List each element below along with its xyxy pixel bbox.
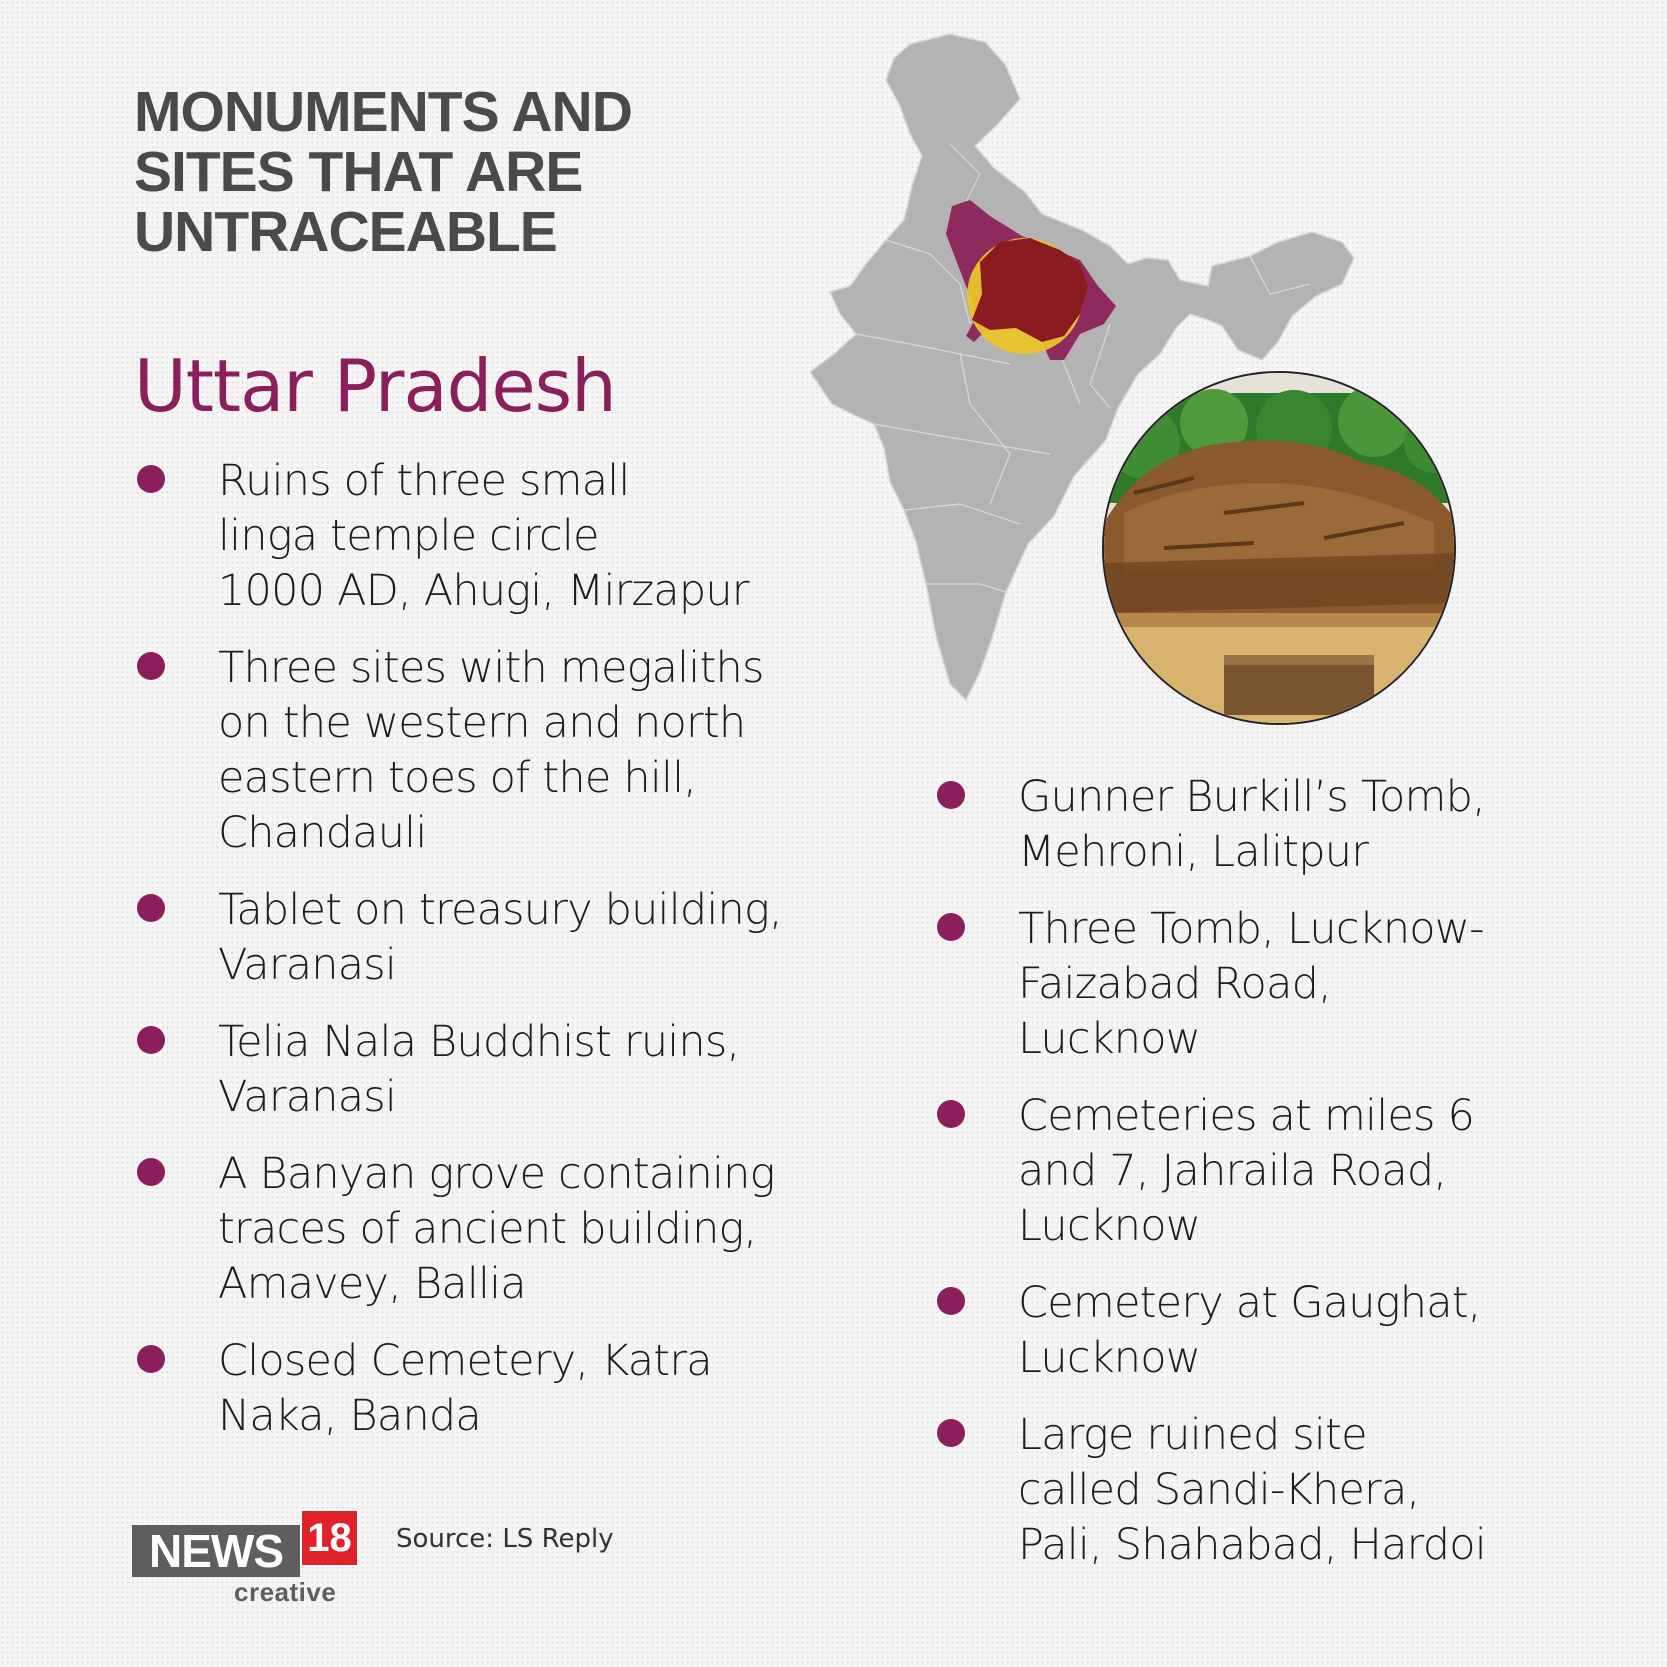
list-item-text: A Banyan grove containing traces of ancient building, Amavey, Ballia [218,1149,775,1309]
list-item-text: Three Tomb, Lucknow- Faizabad Road, Lucknow [1018,904,1484,1064]
list-item [134,1015,834,1125]
list-item-text: Three sites with megaliths on the western and north eastern toes of the hill, Chandauli [218,643,764,858]
logo-subtitle: creative [234,1577,337,1607]
ruined-mound-image [1104,373,1456,725]
bullet-icon [137,1158,165,1186]
bullet-icon [937,1100,965,1128]
left-site-list [134,454,834,1466]
news18-creative-logo [132,1507,357,1607]
bullet-icon [937,1287,965,1315]
bullet-icon [937,1419,965,1447]
right-site-list [934,770,1634,1595]
logo-number: 18 [300,1509,359,1567]
title-line-3: UNTRACEABLE [134,200,557,264]
source-note: Source: LS Reply [396,1524,614,1554]
title-line-2: SITES THAT ARE [134,140,583,204]
bullet-icon [137,1345,165,1373]
logo-news-word: NEWS [132,1525,300,1577]
list-item [134,883,834,993]
list-item [134,1147,834,1312]
bullet-icon [937,913,965,941]
bullet-icon [137,652,165,680]
list-item-text: Tablet on treasury building, Varanasi [218,885,782,990]
page-title [134,82,632,262]
list-item [934,1089,1634,1254]
list-item [934,902,1634,1067]
title-line-1: MONUMENTS AND [134,80,632,144]
list-item-text: Cemeteries at miles 6 and 7, Jahraila Road, Lucknow [1018,1091,1475,1251]
list-item-text: Gunner Burkill’s Tomb, Mehroni, Lalitpur [1018,772,1485,877]
list-item [934,1276,1634,1386]
list-item [134,641,834,861]
list-item-text: Ruins of three small linga temple circle 1000 AD, Ahugi, Mirzapur [218,456,749,616]
list-item-text: Telia Nala Buddhist ruins, Varanasi [218,1017,740,1122]
list-item-text: Large ruined site called Sandi-Khera, Pali, Shahabad, Hardoi [1018,1410,1486,1570]
list-item-text: Closed Cemetery, Katra Naka, Banda [218,1336,712,1441]
state-heading: Uttar Pradesh [134,344,616,428]
list-item [934,1408,1634,1573]
ruined-mound-photo [1102,371,1456,725]
list-item [134,454,834,619]
list-item [934,770,1634,880]
bullet-icon [137,1026,165,1054]
bullet-icon [137,465,165,493]
list-item [134,1334,834,1444]
list-item-text: Cemetery at Gaughat, Lucknow [1018,1278,1481,1383]
bullet-icon [137,894,165,922]
bullet-icon [937,781,965,809]
